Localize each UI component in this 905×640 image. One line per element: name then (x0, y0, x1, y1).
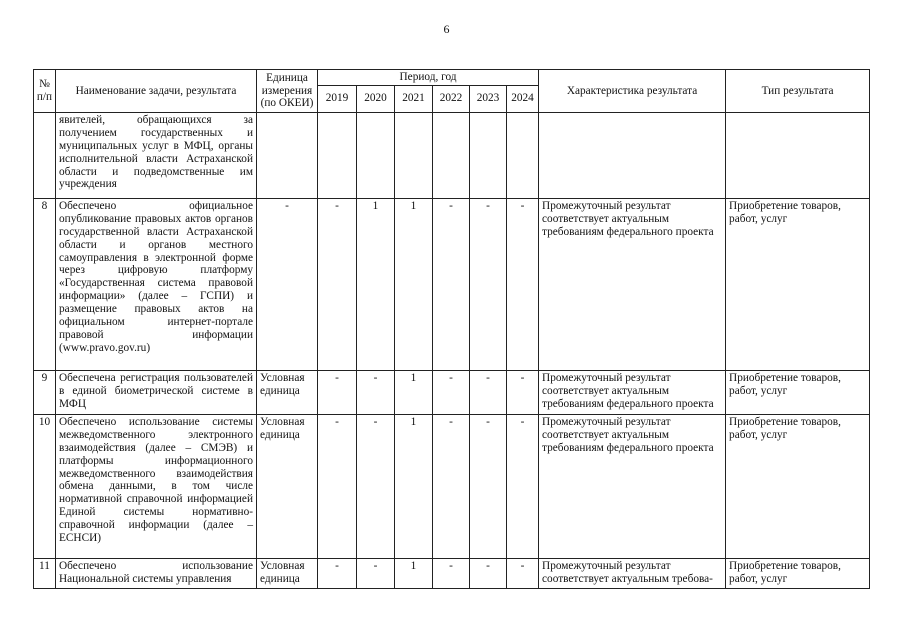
row-num: 10 (34, 414, 56, 558)
row-year-value: - (318, 198, 357, 370)
row-task-name: Обеспечено использование системы межведомственного электронного взаимодействия (далее – СМЭВ) и платформы информационного межведомственного взаимодействия обмена данными, в том числе нормативной справочной информацией Единой системы нормативно-справочной информации (далее – ЕСНСИ) (56, 414, 257, 558)
header-year: 2021 (395, 85, 433, 112)
row-num: 9 (34, 370, 56, 414)
row-characteristic (539, 112, 726, 198)
row-characteristic: Промежуточный результат соответствует актуальным требованиям федерального проекта (539, 414, 726, 558)
row-result-type: Приобретение товаров, работ, услуг (726, 414, 870, 558)
row-year-value (318, 112, 357, 198)
row-year-value: 1 (395, 198, 433, 370)
row-year-value: - (318, 558, 357, 588)
row-year-value: - (470, 558, 507, 588)
row-year-value: - (357, 558, 395, 588)
row-year-value: - (507, 198, 539, 370)
header-num: № п/п (34, 70, 56, 113)
row-task-name: Обеспечена регистрация пользователей в единой биометрической системе в МФЦ (56, 370, 257, 414)
row-num: 8 (34, 198, 56, 370)
row-num: 11 (34, 558, 56, 588)
header-result-type: Тип результата (726, 70, 870, 113)
row-unit: Условная единица (257, 370, 318, 414)
row-year-value: - (507, 558, 539, 588)
row-year-value: 1 (395, 414, 433, 558)
header-year: 2022 (433, 85, 470, 112)
header-task-name: Наименование задачи, результата (56, 70, 257, 113)
row-year-value: - (318, 414, 357, 558)
row-year-value: 1 (395, 558, 433, 588)
row-task-name: явителей, обращающихся за получением государственных и муниципальных услуг в МФЦ, органы исполнительной власти Астраханской области и подведомственные им учреждения (56, 112, 257, 198)
header-characteristic: Характеристика результата (539, 70, 726, 113)
row-result-type: Приобретение товаров, работ, услуг (726, 370, 870, 414)
row-unit: Условная единица (257, 414, 318, 558)
row-result-type: Приобретение товаров, работ, услуг (726, 198, 870, 370)
row-year-value (357, 112, 395, 198)
row-year-value: - (433, 414, 470, 558)
row-year-value: - (470, 198, 507, 370)
row-year-value (395, 112, 433, 198)
row-year-value: - (507, 370, 539, 414)
row-task-name: Обеспечено официальное опубликование правовых актов органов государственной власти Астраханской области и органов местного самоуправления в электронной форме через цифровую платформу «Государственная система правовой информации» (далее – ГСПИ) и размещение правовых актов на официальном интернет-портале правовой информации (www.pravo.gov.ru) (56, 198, 257, 370)
table-row (34, 370, 870, 414)
row-year-value: - (433, 370, 470, 414)
row-year-value (507, 112, 539, 198)
row-year-value (433, 112, 470, 198)
row-year-value: - (507, 414, 539, 558)
row-unit (257, 112, 318, 198)
row-year-value: - (470, 370, 507, 414)
row-year-value: - (470, 414, 507, 558)
row-year-value: - (318, 370, 357, 414)
row-characteristic: Промежуточный результат соответствует актуальным требова- (539, 558, 726, 588)
table-row (34, 558, 870, 588)
row-result-type: Приобретение товаров, работ, услуг (726, 558, 870, 588)
row-characteristic: Промежуточный результат соответствует актуальным требованиям федерального проекта (539, 198, 726, 370)
row-year-value: - (357, 370, 395, 414)
row-task-name: Обеспечено использование Национальной системы управления (56, 558, 257, 588)
row-year-value: - (433, 558, 470, 588)
header-period: Период, год (318, 70, 539, 86)
row-result-type (726, 112, 870, 198)
header-unit: Единица измерения (по ОКЕИ) (257, 70, 318, 113)
row-unit: Условная единица (257, 558, 318, 588)
row-year-value: - (357, 414, 395, 558)
row-year-value: 1 (395, 370, 433, 414)
results-table (33, 69, 870, 589)
table-row (34, 198, 870, 370)
row-characteristic: Промежуточный результат соответствует актуальным требованиям федерального проекта (539, 370, 726, 414)
header-year: 2024 (507, 85, 539, 112)
table-row (34, 414, 870, 558)
header-year: 2023 (470, 85, 507, 112)
page-number: 6 (443, 22, 450, 36)
row-num (34, 112, 56, 198)
row-year-value: 1 (357, 198, 395, 370)
row-unit: - (257, 198, 318, 370)
header-year: 2020 (357, 85, 395, 112)
row-year-value (470, 112, 507, 198)
header-year: 2019 (318, 85, 357, 112)
table-row (34, 112, 870, 198)
row-year-value: - (433, 198, 470, 370)
